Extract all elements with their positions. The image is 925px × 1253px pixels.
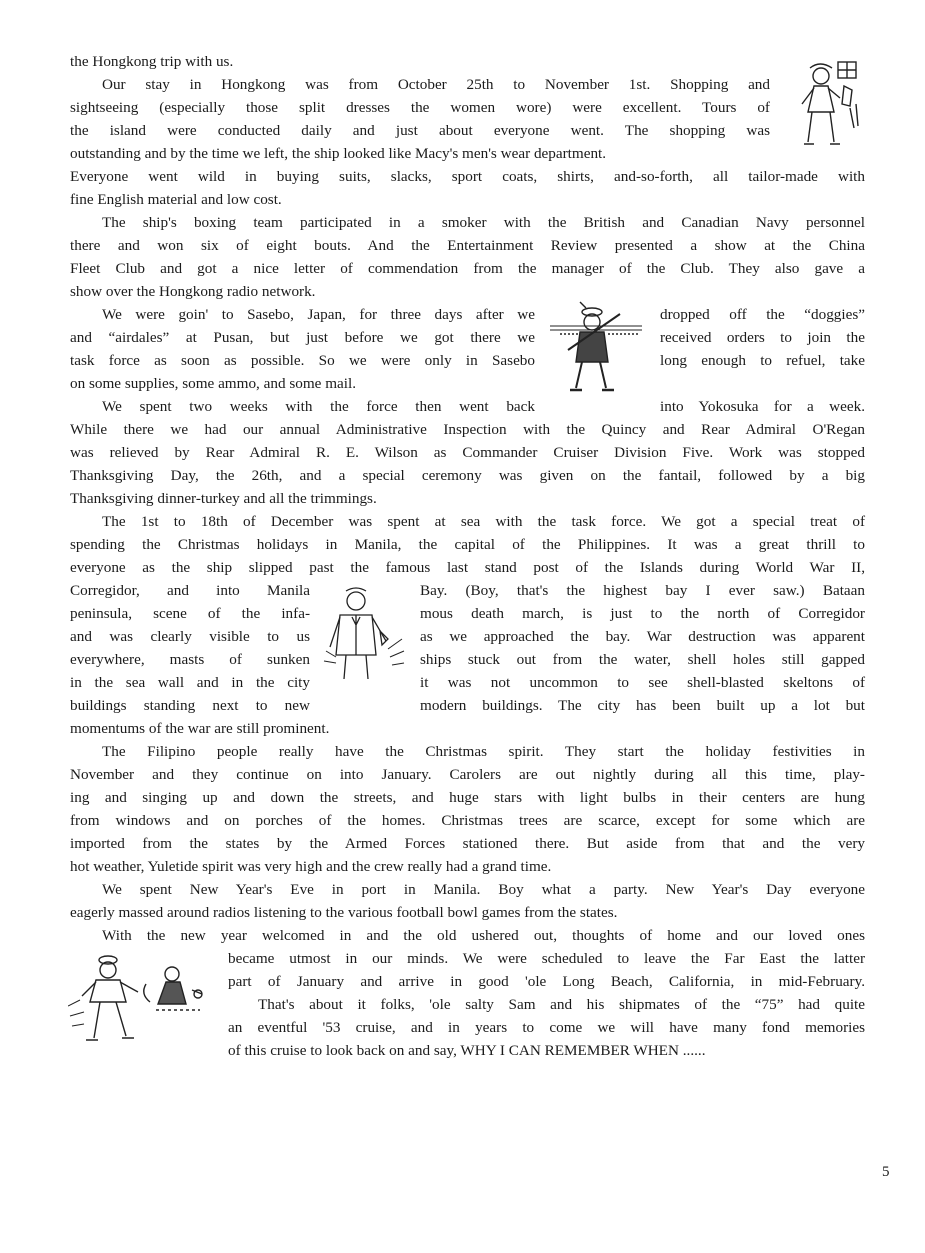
text-line: outstanding and by the time we left, the ship looked like Macy's men's wear department.	[70, 145, 607, 162]
text-line: there and won six of eight bouts. And the Entertainment Review presented a show at the China	[70, 237, 865, 254]
text-line: Thanksgiving Day, the 26th, and a special ceremony was given on the fantail, followed by a big	[70, 467, 865, 484]
text-line: eagerly massed around radios listening to the various football bowl games from the states.	[70, 904, 618, 921]
text-line: became utmost in our minds. We were scheduled to leave the Far East the latter	[228, 950, 865, 967]
text-line: everywhere, masts of sunken	[70, 651, 310, 668]
sailor-with-beach-ball-icon	[68, 950, 208, 1050]
text-line: Fleet Club and got a nice letter of commendation from the manager of the Club. They also gave a	[70, 260, 865, 277]
text-line: Bay. (Boy, that's the highest bay I ever saw.) Bataan	[420, 582, 865, 599]
text-line: on some supplies, some ammo, and some mail.	[70, 375, 356, 392]
text-line: hot weather, Yuletide spirit was very high and the crew really had a grand time.	[70, 858, 552, 875]
text-line: dropped off the “doggies”	[660, 306, 865, 323]
text-line: in the sea wall and in the city	[70, 674, 310, 691]
text-line: the Hongkong trip with us.	[70, 53, 234, 70]
text-line: of this cruise to look back on and say, WHY I CAN REMEMBER WHEN ......	[228, 1042, 706, 1059]
text-line: part of January and arrive in good 'ole Long Beach, California, in mid-February.	[228, 973, 865, 990]
sailor-shopping-icon	[790, 58, 862, 150]
text-line: With the new year welcomed in and the old ushered out, thoughts of home and our loved ones	[102, 927, 865, 944]
text-line: ships stuck out from the water, shell holes still gapped	[420, 651, 865, 668]
text-line: We spent New Year's Eve in port in Manila. Boy what a party. New Year's Day everyone	[102, 881, 865, 898]
text-line: We were goin' to Sasebo, Japan, for three days after we	[102, 306, 535, 323]
text-line: from windows and on porches of the homes. Christmas trees are scarce, except for some which are	[70, 812, 865, 829]
text-line: momentums of the war are still prominent.	[70, 720, 330, 737]
text-line: and “airdales” at Pusan, but just before we got there we	[70, 329, 535, 346]
text-line: peninsula, scene of the infa-	[70, 605, 310, 622]
text-line: That's about it folks, 'ole salty Sam and his shipmates of the “75” had quite	[258, 996, 865, 1013]
text-line: received orders to join the	[660, 329, 865, 346]
text-line: The 1st to 18th of December was spent at sea with the task force. We got a special treat of	[102, 513, 865, 530]
text-line: Corregidor, and into Manila	[70, 582, 310, 599]
text-line: everyone as the ship slipped past the famous last stand post of the Islands during World War II,	[70, 559, 865, 576]
text-line: it was not uncommon to see shell-blasted skeltons of	[420, 674, 865, 691]
text-line: long enough to refuel, take	[660, 352, 865, 369]
text-line: sightseeing (especially those split dresses the women wore) were excellent. Tours of	[70, 99, 770, 116]
text-line: fine English material and low cost.	[70, 191, 282, 208]
text-line: ing and singing up and down the streets, and huge stars with light bulbs in their centers are hung	[70, 789, 865, 806]
text-line: was relieved by Rear Admiral R. E. Wilson as Commander Cruiser Division Five. Work was stopped	[70, 444, 865, 461]
text-line: We spent two weeks with the force then went back	[102, 398, 535, 415]
page-number: 5	[882, 1164, 890, 1180]
text-line: Everyone went wild in buying suits, slacks, sport coats, shirts, and-so-forth, all tailor-made with	[70, 168, 865, 185]
text-line: and was clearly visible to us	[70, 628, 310, 645]
text-line: mous death march, is just to the north of Corregidor	[420, 605, 865, 622]
man-in-suit-icon	[318, 585, 410, 685]
text-line: as we approached the bay. War destruction was apparent	[420, 628, 865, 645]
text-line: modern buildings. The city has been built up a lot but	[420, 697, 865, 714]
text-line: spending the Christmas holidays in Manila, the capital of the Philippines. It was a great thrill to	[70, 536, 865, 553]
text-line: Our stay in Hongkong was from October 25th to November 1st. Shopping and	[102, 76, 770, 93]
text-line: The Filipino people really have the Christmas spirit. They start the holiday festivities in	[102, 743, 865, 760]
text-line: an eventful '53 cruise, and in years to come we will have many fond memories	[228, 1019, 865, 1036]
sailor-with-rifle-icon	[550, 300, 645, 395]
text-line: buildings standing next to new	[70, 697, 310, 714]
text-line: show over the Hongkong radio network.	[70, 283, 316, 300]
text-line: the island were conducted daily and just about everyone went. The shopping was	[70, 122, 770, 139]
text-line: November and they continue on into January. Carolers are out nightly during all this time, play-	[70, 766, 865, 783]
text-line: task force as soon as possible. So we were only in Sasebo	[70, 352, 535, 369]
text-line: into Yokosuka for a week.	[660, 398, 865, 415]
text-line: imported from the states by the Armed Forces stationed there. But aside from that and the very	[70, 835, 865, 852]
text-line: The ship's boxing team participated in a smoker with the British and Canadian Navy personnel	[102, 214, 865, 231]
text-line: While there we had our annual Administrative Inspection with the Quincy and Rear Admiral O'Regan	[70, 421, 865, 438]
text-line: Thanksgiving dinner-turkey and all the trimmings.	[70, 490, 377, 507]
